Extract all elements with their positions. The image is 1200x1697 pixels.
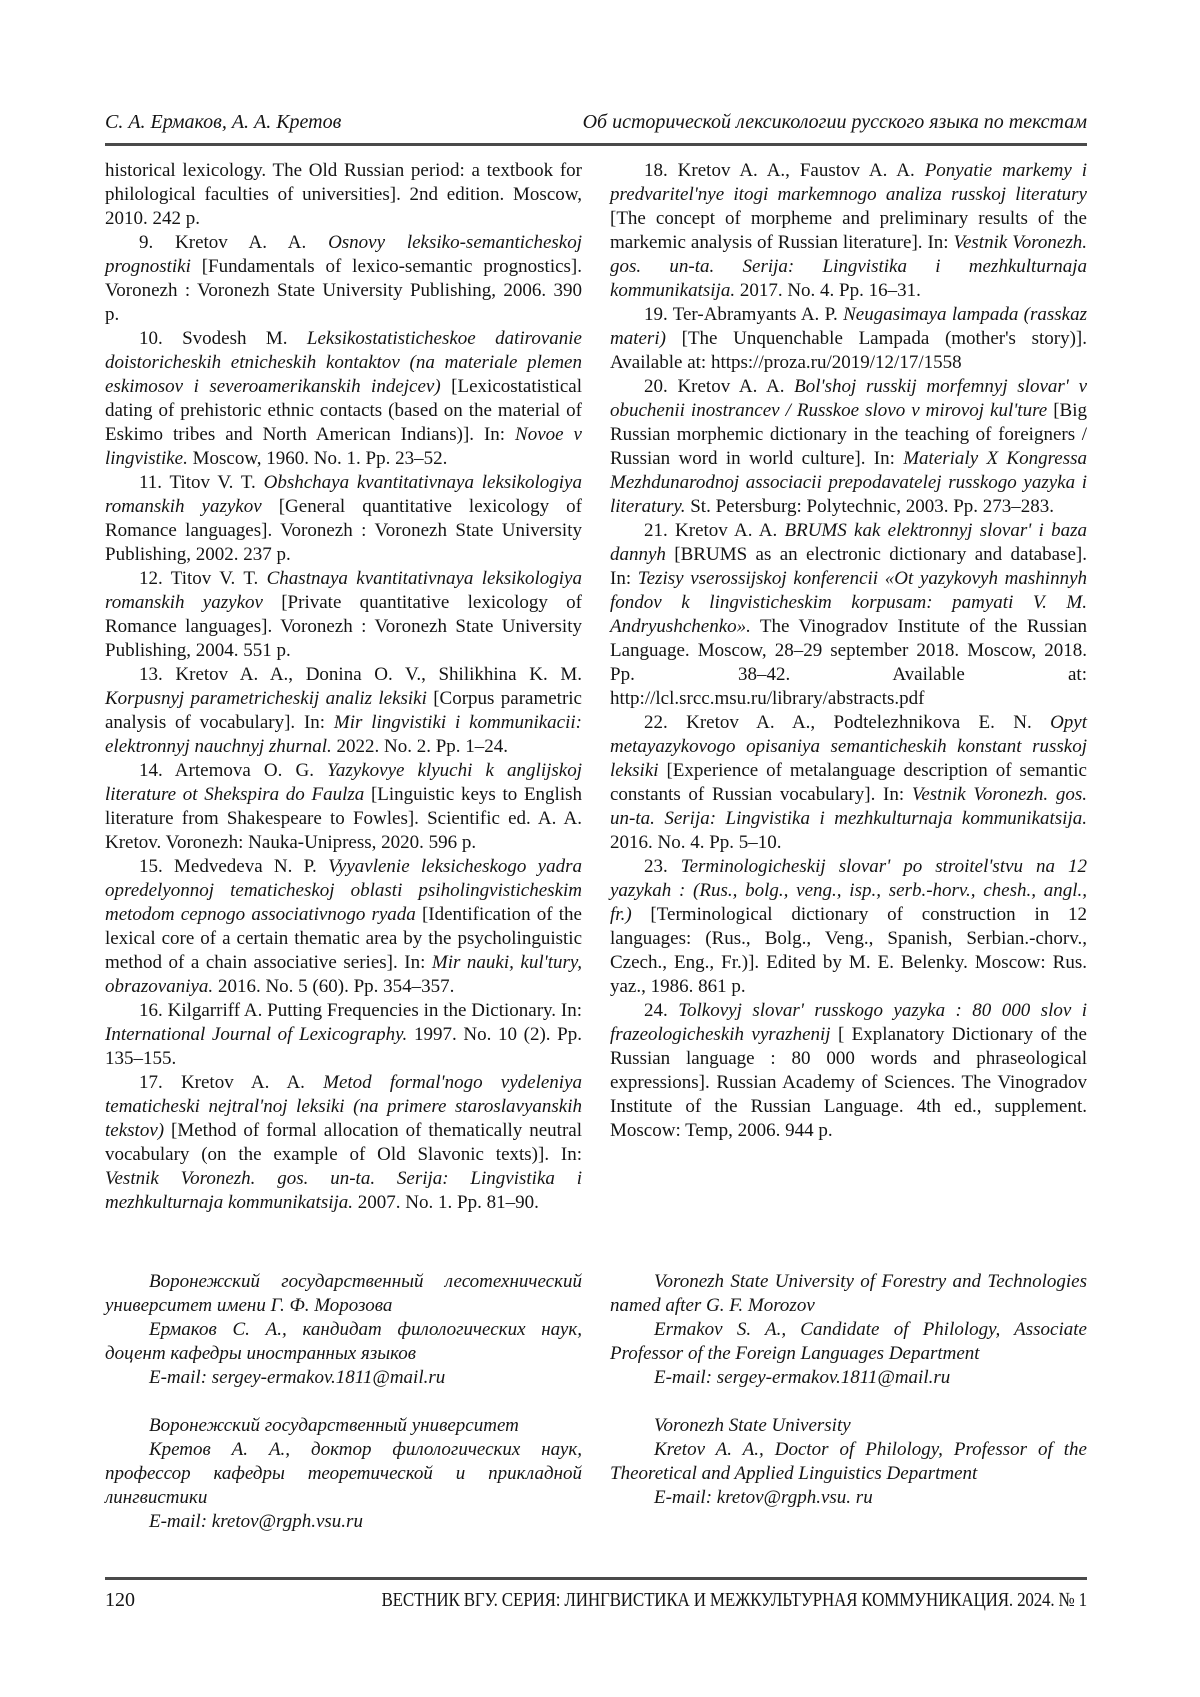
header-authors: С. А. Ермаков, А. А. Кретов <box>105 111 342 133</box>
reference-entry <box>105 231 582 327</box>
header-rule <box>105 143 1087 146</box>
reference-text-segment: 20. Kretov A. A. <box>644 376 795 397</box>
reference-entry <box>610 999 1087 1143</box>
reference-text-segment: 23. <box>644 856 681 877</box>
reference-entry <box>610 519 1087 711</box>
reference-text-segment: [Terminological dictionary of construction in 12 languages: (Rus., Bolg., Veng., Spanish, Serbian.-chorv., Czech., Eng., Fr.)]. Edited by M. E. Belenky. Moscow: Rus. yaz., 1986. 861 p. <box>610 904 1087 997</box>
affiliation-line: Воронежский государственный университет <box>149 1415 519 1436</box>
reference-title-segment: Osnovy leksiko-semanticheskoj prognostiki <box>105 232 583 277</box>
reference-title-segment: Ponyatie markemy i predvaritel'nye itogi markemnogo analiza russkoj literatury <box>610 160 1088 205</box>
reference-title-segment: International Journal of Lexicography. <box>105 1024 408 1045</box>
reference-entry <box>610 711 1087 855</box>
reference-title-segment: Vestnik Voronezh. gos. un-ta. Serija: Lingvistika i mezhkulturnaja kommunikatsija. <box>105 1168 582 1213</box>
reference-text-segment: [Private quantitative lexicology of Romance languages]. Voronezh : Voronezh State University Publishing, 2004. 551 p. <box>105 592 582 661</box>
reference-text-segment: [Method of formal allocation of thematically neutral vocabulary (on the example of Old Slavonic texts)]. In: <box>105 1120 582 1165</box>
footer-line <box>105 1589 1087 1612</box>
reference-title-segment: Metod formal'nogo vydeleniya tematicheski nejtral'noj leksiki (na primere staroslavyanskih tekstov) <box>105 1072 583 1141</box>
affiliation-line: Voronezh State University <box>654 1415 851 1436</box>
reference-text-segment: 13. Kretov A. A., Donina O. V., Shilikhina K. M. <box>139 664 582 685</box>
reference-text-segment: The Vinogradov Institute of the Russian Language. Moscow, 28–29 september 2018. Moscow, 2018. Pp. 38–42. Available at: http://lcl.srcc.msu.ru/library/abstracts.pdf <box>610 616 1087 709</box>
reference-text-segment: Moscow, 1960. No. 1. Pp. 23–52. <box>187 448 448 469</box>
reference-text-segment: 15. Medvedeva N. P. <box>139 856 329 877</box>
reference-text-segment: [Big Russian morphemic dictionary in the teaching of foreigners / Russian word in world culture]. In: <box>610 400 1087 469</box>
journal-footer-title: ВЕСТНИК ВГУ. СЕРИЯ: ЛИНГВИСТИКА И МЕЖКУЛЬТУРНАЯ КОММУНИКАЦИЯ. 2024. № 1 <box>381 1589 1087 1611</box>
reference-text-segment: [Identification of the lexical core of a certain thematic area by the psycholinguistic method of a chain associative series]. In: <box>105 904 582 973</box>
running-header <box>105 110 1087 143</box>
affiliation-line: Воронежский государственный лесотехнический университет имени Г. Ф. Морозова <box>105 1271 582 1316</box>
affiliation-line: Ермаков С. А., кандидат филологических наук, доцент кафедры иностранных языков <box>105 1319 582 1364</box>
footer-rule <box>105 1577 1087 1580</box>
affiliation-block <box>610 1270 1087 1390</box>
reference-title-segment: Mir lingvistiki i kommunikacii: elektronnyj nauchnyj zhurnal. <box>105 712 582 757</box>
reference-entry <box>105 999 582 1071</box>
page-footer <box>105 1577 1087 1612</box>
affiliation-line: Voronezh State University of Forestry and Technologies named after G. F. Morozov <box>610 1271 1087 1316</box>
reference-title-segment: Neugasimaya lampada (rasskaz materi) <box>610 304 1087 349</box>
reference-text-segment: 18. Kretov A. A., Faustov A. A. <box>644 160 925 181</box>
reference-text-segment: 14. Artemova O. G. <box>139 760 328 781</box>
reference-text-segment: [Fundamentals of lexico-semantic prognostics]. Voronezh : Voronezh State University Publishing, 2006. 390 p. <box>105 256 582 325</box>
reference-title-segment: Vestnik Voronezh. gos. un-ta. Serija: Lingvistika i mezhkulturnaja kommunikatsija. <box>610 784 1087 829</box>
reference-text-segment: 22. Kretov A. A., Podtelezhnikova E. N. <box>644 712 1051 733</box>
references-column-left <box>105 159 582 1215</box>
affiliations-right <box>610 1270 1087 1534</box>
reference-text-segment: [ Explanatory Dictionary of the Russian language : 80 000 words and phraseological expressions]. Russian Academy of Sciences. The Vinogradov Institute of the Russian Language. 4th ed., supplement. Moscow: Temp, 2006. 944 p. <box>610 1024 1087 1141</box>
reference-title-segment: Vestnik Voronezh. gos. un-ta. Serija: Lingvistika i mezhkulturnaja kommunikatsija. <box>610 232 1087 301</box>
reference-text-segment: 2022. No. 2. Pp. 1–24. <box>331 736 509 757</box>
reference-entry <box>105 855 582 999</box>
affiliation-block <box>105 1414 582 1534</box>
affiliation-line: Kretov A. A., Doctor of Philology, Professor of the Theoretical and Applied Linguistics Department <box>610 1439 1087 1484</box>
affiliation-line: E-mail: sergey-ermakov.1811@mail.ru <box>149 1367 446 1388</box>
reference-title-segment: Vyyavlenie leksicheskogo yadra opredelyonnoj tematicheskoj oblasti psiholingvisticheskim metodom cepnogo associativnogo ryada <box>105 856 582 925</box>
reference-title-segment: Bol'shoj russkij morfemnyj slovar' v obuchenii inostrancev / Russkoe slovo v mirovoj kul'ture <box>610 376 1087 421</box>
reference-title-segment: BRUMS kak elektronnyj slovar' i baza dannyh <box>610 520 1088 565</box>
reference-title-segment: Leksikostatisticheskoe datirovanie doistoricheskih etnicheskih kontaktov (na materiale plemen eskimosov i severoamerikanskih indejcev) <box>105 328 582 397</box>
header-running-title: Об исторической лексикологии русского языка по текстам <box>582 111 1087 133</box>
reference-title-segment: Opyt metayazykovogo opisaniya semanticheskih konstant russkoj leksiki <box>610 712 1087 781</box>
reference-entry <box>105 759 582 855</box>
reference-title-segment: Terminologicheskij slovar' po stroitel'stvu na 12 yazykah : (Rus., bolg., veng., isp., serb.-horv., chesh., angl., fr.) <box>610 856 1088 925</box>
reference-title-segment: Chastnaya kvantitativnaya leksikologiya romanskih yazykov <box>105 568 582 613</box>
reference-entry <box>610 303 1087 375</box>
references-column-right <box>610 159 1087 1215</box>
reference-text-segment: 2016. No. 5 (60). Pp. 354–357. <box>213 976 455 997</box>
reference-text-segment: [The Unquenchable Lampada (mother's story)]. Available at: https://proza.ru/2019/12/17/1558 <box>610 328 1087 373</box>
affiliations-left <box>105 1270 582 1534</box>
reference-text-segment: [Lexicostatistical dating of prehistoric ethnic contacts (based on the material of Eskimo tribes and North American Indians)]. In: <box>105 376 583 445</box>
affiliation-line: E-mail: kretov@rgph.vsu.ru <box>149 1511 363 1532</box>
reference-title-segment: Mir nauki, kul'tury, obrazovaniya. <box>105 952 583 997</box>
reference-text-segment: 21. Kretov A. A. <box>644 520 785 541</box>
reference-text-segment: 2016. No. 4. Pp. 5–10. <box>610 832 782 853</box>
reference-text-segment: St. Petersburg: Polytechnic, 2003. Pp. 273–283. <box>685 496 1055 517</box>
reference-entry <box>105 159 582 231</box>
reference-text-segment: 17. Kretov A. A. <box>139 1072 324 1093</box>
reference-text-segment: 19. Ter-Abramyants A. P. <box>644 304 844 325</box>
reference-title-segment: Novoe v lingvistike. <box>105 424 582 469</box>
page-content <box>105 110 1087 1534</box>
reference-text-segment: [Linguistic keys to English literature from Shakespeare to Fowles]. Scientific ed. A. A. Kretov. Voronezh: Nauka-Unipress, 2020. 596 p. <box>105 784 582 853</box>
affiliation-block <box>610 1414 1087 1510</box>
reference-text-segment: 11. Titov V. T. <box>139 472 264 493</box>
affiliation-line: Ermakov S. A., Candidate of Philology, Associate Professor of the Foreign Languages Department <box>610 1319 1087 1364</box>
reference-text-segment: 16. Kilgarriff A. Putting Frequencies in the Dictionary. In: <box>139 1000 582 1021</box>
reference-title-segment: Materialy X Kongressa Mezhdunarodnoj associacii prepodavatelej russkogo yazyka i literatury. <box>610 448 1087 517</box>
reference-text-segment: 9. Kretov A. A. <box>139 232 329 253</box>
reference-entry <box>105 327 582 471</box>
reference-text-segment: 2017. No. 4. Pp. 16–31. <box>735 280 921 301</box>
reference-text-segment: 10. Svodesh M. <box>139 328 307 349</box>
reference-text-segment: historical lexicology. The Old Russian period: a textbook for philological faculties of universities]. 2nd edition. Moscow, 2010. 242 p. <box>105 160 582 229</box>
reference-entry <box>105 1071 582 1215</box>
reference-text-segment: [Experience of metalanguage description of semantic constants of Russian vocabulary]. In: <box>610 760 1087 805</box>
reference-entry <box>610 855 1087 999</box>
reference-text-segment: 2007. No. 1. Pp. 81–90. <box>353 1192 539 1213</box>
reference-text-segment: 1997. No. 10 (2). Pp. 135–155. <box>105 1024 583 1069</box>
affiliation-block <box>105 1270 582 1390</box>
reference-text-segment: 24. <box>644 1000 679 1021</box>
reference-title-segment: Tezisy vserossijskoj konferencii «Ot yazykovyh mashinnyh fondov k lingvisticheskim korpusam: pamyati V. M. Andryushchenko». <box>610 568 1087 637</box>
reference-entry <box>105 567 582 663</box>
reference-entry <box>105 663 582 759</box>
reference-entry <box>105 471 582 567</box>
reference-title-segment: Tolkovyj slovar' russkogo yazyka : 80 000 slov i frazeologicheskih vyrazhenij <box>610 1000 1088 1045</box>
reference-title-segment: Korpusnyj parametricheskij analiz leksiki <box>105 688 427 709</box>
reference-entry <box>610 375 1087 519</box>
affiliation-line: Кретов А. А., доктор филологических наук, профессор кафедры теоретической и прикладной лингвистики <box>105 1439 582 1508</box>
page-number: 120 <box>105 1589 135 1611</box>
reference-title-segment: Obshchaya kvantitativnaya leksikologiya romanskih yazykov <box>105 472 582 517</box>
reference-text-segment: [BRUMS as an electronic dictionary and database]. In: <box>610 544 1087 589</box>
reference-text-segment: [Corpus parametric analysis of vocabulary]. In: <box>105 688 582 733</box>
affiliation-line: E-mail: sergey-ermakov.1811@mail.ru <box>654 1367 951 1388</box>
reference-entry <box>610 159 1087 303</box>
affiliation-line: E-mail: kretov@rgph.vsu. ru <box>654 1487 873 1508</box>
reference-text-segment: 12. Titov V. T. <box>139 568 267 589</box>
references-section <box>105 159 1087 1215</box>
reference-text-segment: [The concept of morpheme and preliminary results of the markemic analysis of Russian literature]. In: <box>610 208 1087 253</box>
affiliations-section <box>105 1270 1087 1534</box>
reference-text-segment: [General quantitative lexicology of Romance languages]. Voronezh : Voronezh State University Publishing, 2002. 237 p. <box>105 496 582 565</box>
reference-title-segment: Yazykovye klyuchi k anglijskoj literature ot Shekspira do Faulza <box>105 760 582 805</box>
